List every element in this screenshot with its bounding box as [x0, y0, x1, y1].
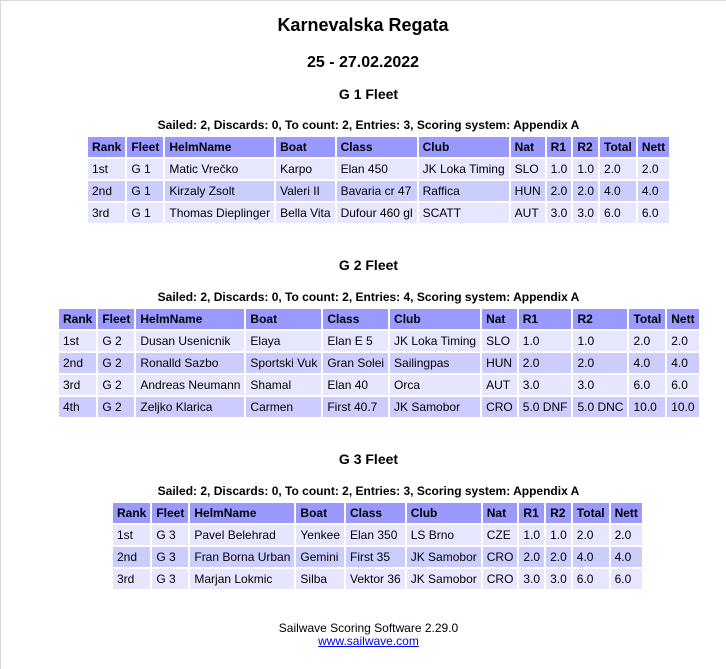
- cell-fleet: G 2: [98, 331, 134, 351]
- cell-helm-name: Zeljko Klarica: [136, 397, 244, 417]
- cell-r2: 3.0: [546, 569, 571, 589]
- cell-r2: 3.0: [573, 203, 598, 223]
- cell-r1: 3.0: [519, 375, 572, 395]
- cell-class: Elan 40: [323, 375, 388, 395]
- cell-boat: Shamal: [246, 375, 321, 395]
- cell-rank: 2nd: [59, 353, 96, 373]
- cell-total: 2.0: [573, 525, 609, 545]
- column-header-helm-name: HelmName: [136, 309, 244, 329]
- cell-r1: 2.0: [547, 181, 572, 201]
- cell-r1: 1.0: [519, 331, 572, 351]
- cell-total: 4.0: [629, 353, 665, 373]
- cell-r1: 1.0: [547, 159, 572, 179]
- cell-nett: 2.0: [667, 331, 698, 351]
- column-header-boat: Boat: [296, 503, 344, 523]
- fleet-summary-g3: Sailed: 2, Discards: 0, To count: 2, Entries: 3, Scoring system: Appendix A: [157, 484, 580, 498]
- cell-fleet: G 3: [152, 547, 188, 567]
- fleet-title-g3: G 3 Fleet: [338, 451, 399, 467]
- fleet-title-g1: G 1 Fleet: [338, 86, 399, 102]
- cell-nat: HUN: [511, 181, 545, 201]
- cell-class: First 35: [346, 547, 405, 567]
- cell-r2: 1.0: [573, 159, 598, 179]
- cell-boat: Sportski Vuk: [246, 353, 321, 373]
- column-header-fleet: Fleet: [152, 503, 188, 523]
- table-row: [88, 159, 669, 179]
- cell-fleet: G 2: [98, 397, 134, 417]
- column-header-r1: R1: [547, 137, 572, 157]
- cell-r1: 3.0: [519, 569, 544, 589]
- column-header-total: Total: [600, 137, 636, 157]
- cell-boat: Silba: [296, 569, 344, 589]
- cell-rank: 3rd: [113, 569, 150, 589]
- cell-nett: 2.0: [638, 159, 669, 179]
- event-dates: 25 - 27.02.2022: [306, 54, 420, 71]
- column-header-nett: Nett: [638, 137, 669, 157]
- cell-nett: 6.0: [667, 375, 698, 395]
- cell-helm-name: Fran Borna Urban: [190, 547, 294, 567]
- cell-class: Elan E 5: [323, 331, 388, 351]
- cell-rank: 1st: [88, 159, 125, 179]
- cell-r2: 5.0 DNC: [573, 397, 627, 417]
- column-header-class: Class: [346, 503, 405, 523]
- table-row: [59, 331, 699, 351]
- results-table-g1: [86, 135, 671, 225]
- cell-club: LS Brno: [407, 525, 481, 545]
- cell-total: 2.0: [629, 331, 665, 351]
- cell-helm-name: Pavel Belehrad: [190, 525, 294, 545]
- column-header-rank: Rank: [59, 309, 96, 329]
- cell-club: Sailingpas: [390, 353, 480, 373]
- cell-club: JK Samobor: [390, 397, 480, 417]
- cell-helm-name: Kirzaly Zsolt: [165, 181, 274, 201]
- cell-total: 6.0: [600, 203, 636, 223]
- table-row: [113, 547, 642, 567]
- sailwave-link[interactable]: www.sailwave.com: [318, 634, 419, 648]
- cell-club: Raffica: [419, 181, 509, 201]
- cell-nett: 2.0: [611, 525, 642, 545]
- cell-nett: 10.0: [667, 397, 698, 417]
- column-header-class: Class: [323, 309, 388, 329]
- cell-r2: 1.0: [573, 331, 627, 351]
- table-row: [59, 375, 699, 395]
- column-header-fleet: Fleet: [98, 309, 134, 329]
- table-row: [59, 397, 699, 417]
- column-header-helm-name: HelmName: [190, 503, 294, 523]
- cell-boat: Bella Vita: [276, 203, 334, 223]
- cell-nat: SLO: [482, 331, 517, 351]
- cell-fleet: G 3: [152, 569, 188, 589]
- cell-nat: CRO: [483, 569, 518, 589]
- cell-rank: 2nd: [88, 181, 125, 201]
- cell-r1: 5.0 DNF: [519, 397, 572, 417]
- column-header-nett: Nett: [611, 503, 642, 523]
- cell-r1: 3.0: [547, 203, 572, 223]
- cell-club: JK Samobor: [407, 569, 481, 589]
- column-header-nat: Nat: [483, 503, 518, 523]
- cell-helm-name: Dusan Usenicnik: [136, 331, 244, 351]
- cell-r1: 1.0: [519, 525, 544, 545]
- cell-r2: 1.0: [546, 525, 571, 545]
- cell-fleet: G 1: [127, 181, 163, 201]
- cell-nett: 4.0: [667, 353, 698, 373]
- column-header-r1: R1: [519, 309, 572, 329]
- cell-club: JK Samobor: [407, 547, 481, 567]
- table-row: [88, 203, 669, 223]
- cell-class: Elan 450: [337, 159, 417, 179]
- cell-nat: CRO: [482, 397, 517, 417]
- cell-class: First 40.7: [323, 397, 388, 417]
- cell-club: SCATT: [419, 203, 509, 223]
- cell-boat: Yenkee: [296, 525, 344, 545]
- cell-nat: AUT: [511, 203, 545, 223]
- cell-boat: Elaya: [246, 331, 321, 351]
- cell-r2: 2.0: [546, 547, 571, 567]
- table-header-row: [88, 137, 669, 157]
- cell-class: Vektor 36: [346, 569, 405, 589]
- column-header-r2: R2: [573, 309, 627, 329]
- cell-nat: CZE: [483, 525, 518, 545]
- cell-r2: 2.0: [573, 181, 598, 201]
- column-header-r2: R2: [546, 503, 571, 523]
- cell-total: 6.0: [573, 569, 609, 589]
- column-header-helm-name: HelmName: [165, 137, 274, 157]
- column-header-class: Class: [337, 137, 417, 157]
- cell-class: Bavaria cr 47: [337, 181, 417, 201]
- cell-nett: 6.0: [638, 203, 669, 223]
- table-row: [113, 525, 642, 545]
- cell-rank: 1st: [59, 331, 96, 351]
- cell-fleet: G 2: [98, 353, 134, 373]
- cell-total: 4.0: [573, 547, 609, 567]
- column-header-club: Club: [407, 503, 481, 523]
- column-header-nat: Nat: [482, 309, 517, 329]
- cell-rank: 1st: [113, 525, 150, 545]
- cell-boat: Gemini: [296, 547, 344, 567]
- cell-total: 6.0: [629, 375, 665, 395]
- cell-fleet: G 2: [98, 375, 134, 395]
- cell-rank: 3rd: [59, 375, 96, 395]
- cell-class: Dufour 460 gl: [337, 203, 417, 223]
- cell-class: Elan 350: [346, 525, 405, 545]
- cell-boat: Carmen: [246, 397, 321, 417]
- cell-club: JK Loka Timing: [419, 159, 509, 179]
- cell-helm-name: Marjan Lokmic: [190, 569, 294, 589]
- cell-r1: 2.0: [519, 547, 544, 567]
- cell-nett: 4.0: [638, 181, 669, 201]
- column-header-r2: R2: [573, 137, 598, 157]
- cell-nett: 6.0: [611, 569, 642, 589]
- cell-fleet: G 1: [127, 203, 163, 223]
- column-header-nat: Nat: [511, 137, 545, 157]
- cell-boat: Valeri II: [276, 181, 334, 201]
- cell-club: Orca: [390, 375, 480, 395]
- cell-fleet: G 3: [152, 525, 188, 545]
- cell-r1: 2.0: [519, 353, 572, 373]
- cell-helm-name: Andreas Neumann: [136, 375, 244, 395]
- event-title: Karnevalska Regata: [277, 15, 449, 35]
- column-header-club: Club: [390, 309, 480, 329]
- cell-r2: 2.0: [573, 353, 627, 373]
- cell-total: 2.0: [600, 159, 636, 179]
- cell-helm-name: Ronalld Sazbo: [136, 353, 244, 373]
- cell-nat: HUN: [482, 353, 517, 373]
- fleet-summary-g2: Sailed: 2, Discards: 0, To count: 2, Entries: 4, Scoring system: Appendix A: [157, 290, 580, 304]
- cell-nat: AUT: [482, 375, 517, 395]
- column-header-r1: R1: [519, 503, 544, 523]
- cell-club: JK Loka Timing: [390, 331, 480, 351]
- column-header-boat: Boat: [246, 309, 321, 329]
- cell-rank: 4th: [59, 397, 96, 417]
- cell-nett: 4.0: [611, 547, 642, 567]
- cell-r2: 3.0: [573, 375, 627, 395]
- cell-rank: 3rd: [88, 203, 125, 223]
- results-table-g2: [57, 307, 701, 419]
- column-header-fleet: Fleet: [127, 137, 163, 157]
- column-header-total: Total: [629, 309, 665, 329]
- cell-nat: SLO: [511, 159, 545, 179]
- column-header-total: Total: [573, 503, 609, 523]
- table-row: [113, 569, 642, 589]
- fleet-summary-g1: Sailed: 2, Discards: 0, To count: 2, Entries: 3, Scoring system: Appendix A: [157, 118, 580, 132]
- results-table-g3: [111, 501, 644, 591]
- table-header-row: [59, 309, 699, 329]
- column-header-rank: Rank: [88, 137, 125, 157]
- cell-rank: 2nd: [113, 547, 150, 567]
- column-header-club: Club: [419, 137, 509, 157]
- cell-nat: CRO: [483, 547, 518, 567]
- table-header-row: [113, 503, 642, 523]
- cell-boat: Karpo: [276, 159, 334, 179]
- cell-total: 10.0: [629, 397, 665, 417]
- cell-total: 4.0: [600, 181, 636, 201]
- column-header-boat: Boat: [276, 137, 334, 157]
- fleet-title-g2: G 2 Fleet: [338, 257, 399, 273]
- cell-helm-name: Matic Vrečko: [165, 159, 274, 179]
- cell-class: Gran Solei: [323, 353, 388, 373]
- cell-helm-name: Thomas Dieplinger: [165, 203, 274, 223]
- column-header-nett: Nett: [667, 309, 698, 329]
- cell-fleet: G 1: [127, 159, 163, 179]
- table-row: [59, 353, 699, 373]
- table-row: [88, 181, 669, 201]
- footer-software: Sailwave Scoring Software 2.29.0: [278, 621, 459, 635]
- column-header-rank: Rank: [113, 503, 150, 523]
